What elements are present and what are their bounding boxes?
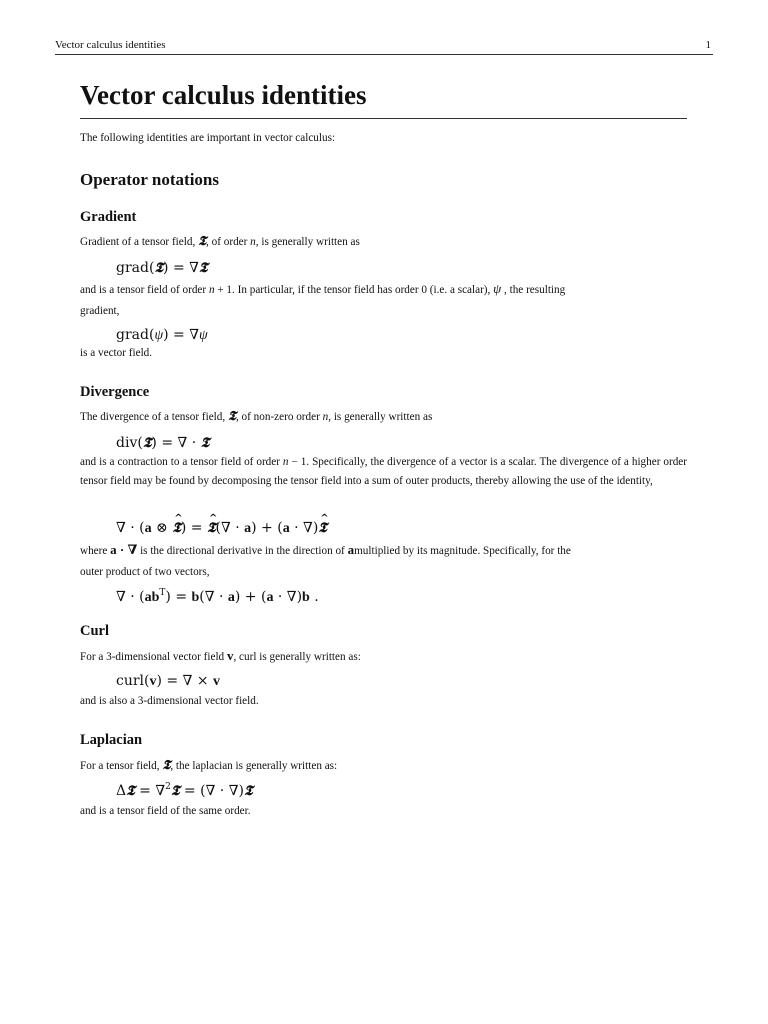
subsection-heading-divergence: Divergence: [80, 384, 150, 400]
divergence-paragraph-1: The divergence of a tensor field, 𝕿, of non-zero order n, is generally written as: [80, 409, 433, 424]
subsection-heading-gradient: Gradient: [80, 209, 137, 225]
divergence-paragraph-3: where a · ∇ is the directional derivative in the direction of amultiplied by its magnitude. Specifically, for the outer product of two vectors,: [80, 542, 571, 578]
a-dot-nabla-symbol: a · ∇: [110, 542, 138, 557]
curl-paragraph-1: For a 3-dimensional vector field v, curl is generally written as:: [80, 648, 361, 663]
subsection-heading-curl: Curl: [80, 623, 109, 639]
v-vector-symbol: v: [226, 648, 234, 663]
tensor-symbol: 𝕿: [162, 758, 171, 773]
equation-laplacian: Δ𝕿 = ∇$^2$𝕿 = (∇ · ∇)𝕿: [116, 782, 253, 799]
curl-paragraph-2: and is also a 3-dimensional vector field.: [80, 695, 259, 707]
equation-gradient-scalar: grad(ψ) = ∇ψ: [116, 327, 208, 343]
title-rule: [80, 118, 687, 119]
equation-divergence: div(𝕿) = ∇ · 𝕿: [116, 435, 210, 451]
laplacian-paragraph-2: and is a tensor field of the same order.: [80, 805, 251, 817]
equation-curl: curl(v) = ∇ × v: [116, 673, 220, 689]
equation-gradient-tensor: grad(𝕿) = ∇𝕿: [116, 260, 208, 276]
running-header: [55, 38, 713, 55]
subsection-heading-laplacian: Laplacian: [80, 732, 143, 748]
running-header-title: Vector calculus identities: [55, 39, 166, 51]
tensor-symbol: 𝕿: [198, 234, 207, 249]
page-number: 1: [705, 39, 711, 51]
page-title: Vector calculus identities: [80, 80, 367, 110]
psi-symbol: ψ: [493, 281, 502, 296]
equation-outer-product: ∇ · $(ab^T) = b(\nabla \cdot a) + (a \cdot \nabla)b$ .: [116, 588, 319, 605]
tensor-symbol: 𝕿: [227, 409, 236, 424]
laplacian-paragraph-1: For a tensor field, 𝕿, the laplacian is generally written as:: [80, 758, 338, 773]
section-heading-operator-notations: Operator notations: [80, 170, 219, 189]
divergence-paragraph-2: and is a contraction to a tensor field of order n − 1. Specifically, the divergence of a vector is a scalar. The divergence of a higher order tensor field may be found by decomposing the tensor field into a sum of outer products, thereby allowing the use of the identity,: [80, 456, 687, 487]
gradient-paragraph-2: and is a tensor field of order n + 1. In particular, if the tensor field has order 0 (i.e. a scalar), ψ , the resulting gradient,: [80, 281, 566, 317]
gradient-paragraph-3: is a vector field.: [80, 347, 153, 359]
gradient-paragraph-1: Gradient of a tensor field, 𝕿, of order n, is generally written as: [80, 234, 360, 249]
a-vector-symbol: a: [347, 542, 355, 557]
equation-divergence-identity: ∇ · (a ⊗ ^ 𝕿) = ^ 𝕿(∇ · a) + (a · ∇)^ 𝕿: [116, 518, 327, 539]
intro-paragraph: The following identities are important in vector calculus:: [80, 132, 336, 144]
